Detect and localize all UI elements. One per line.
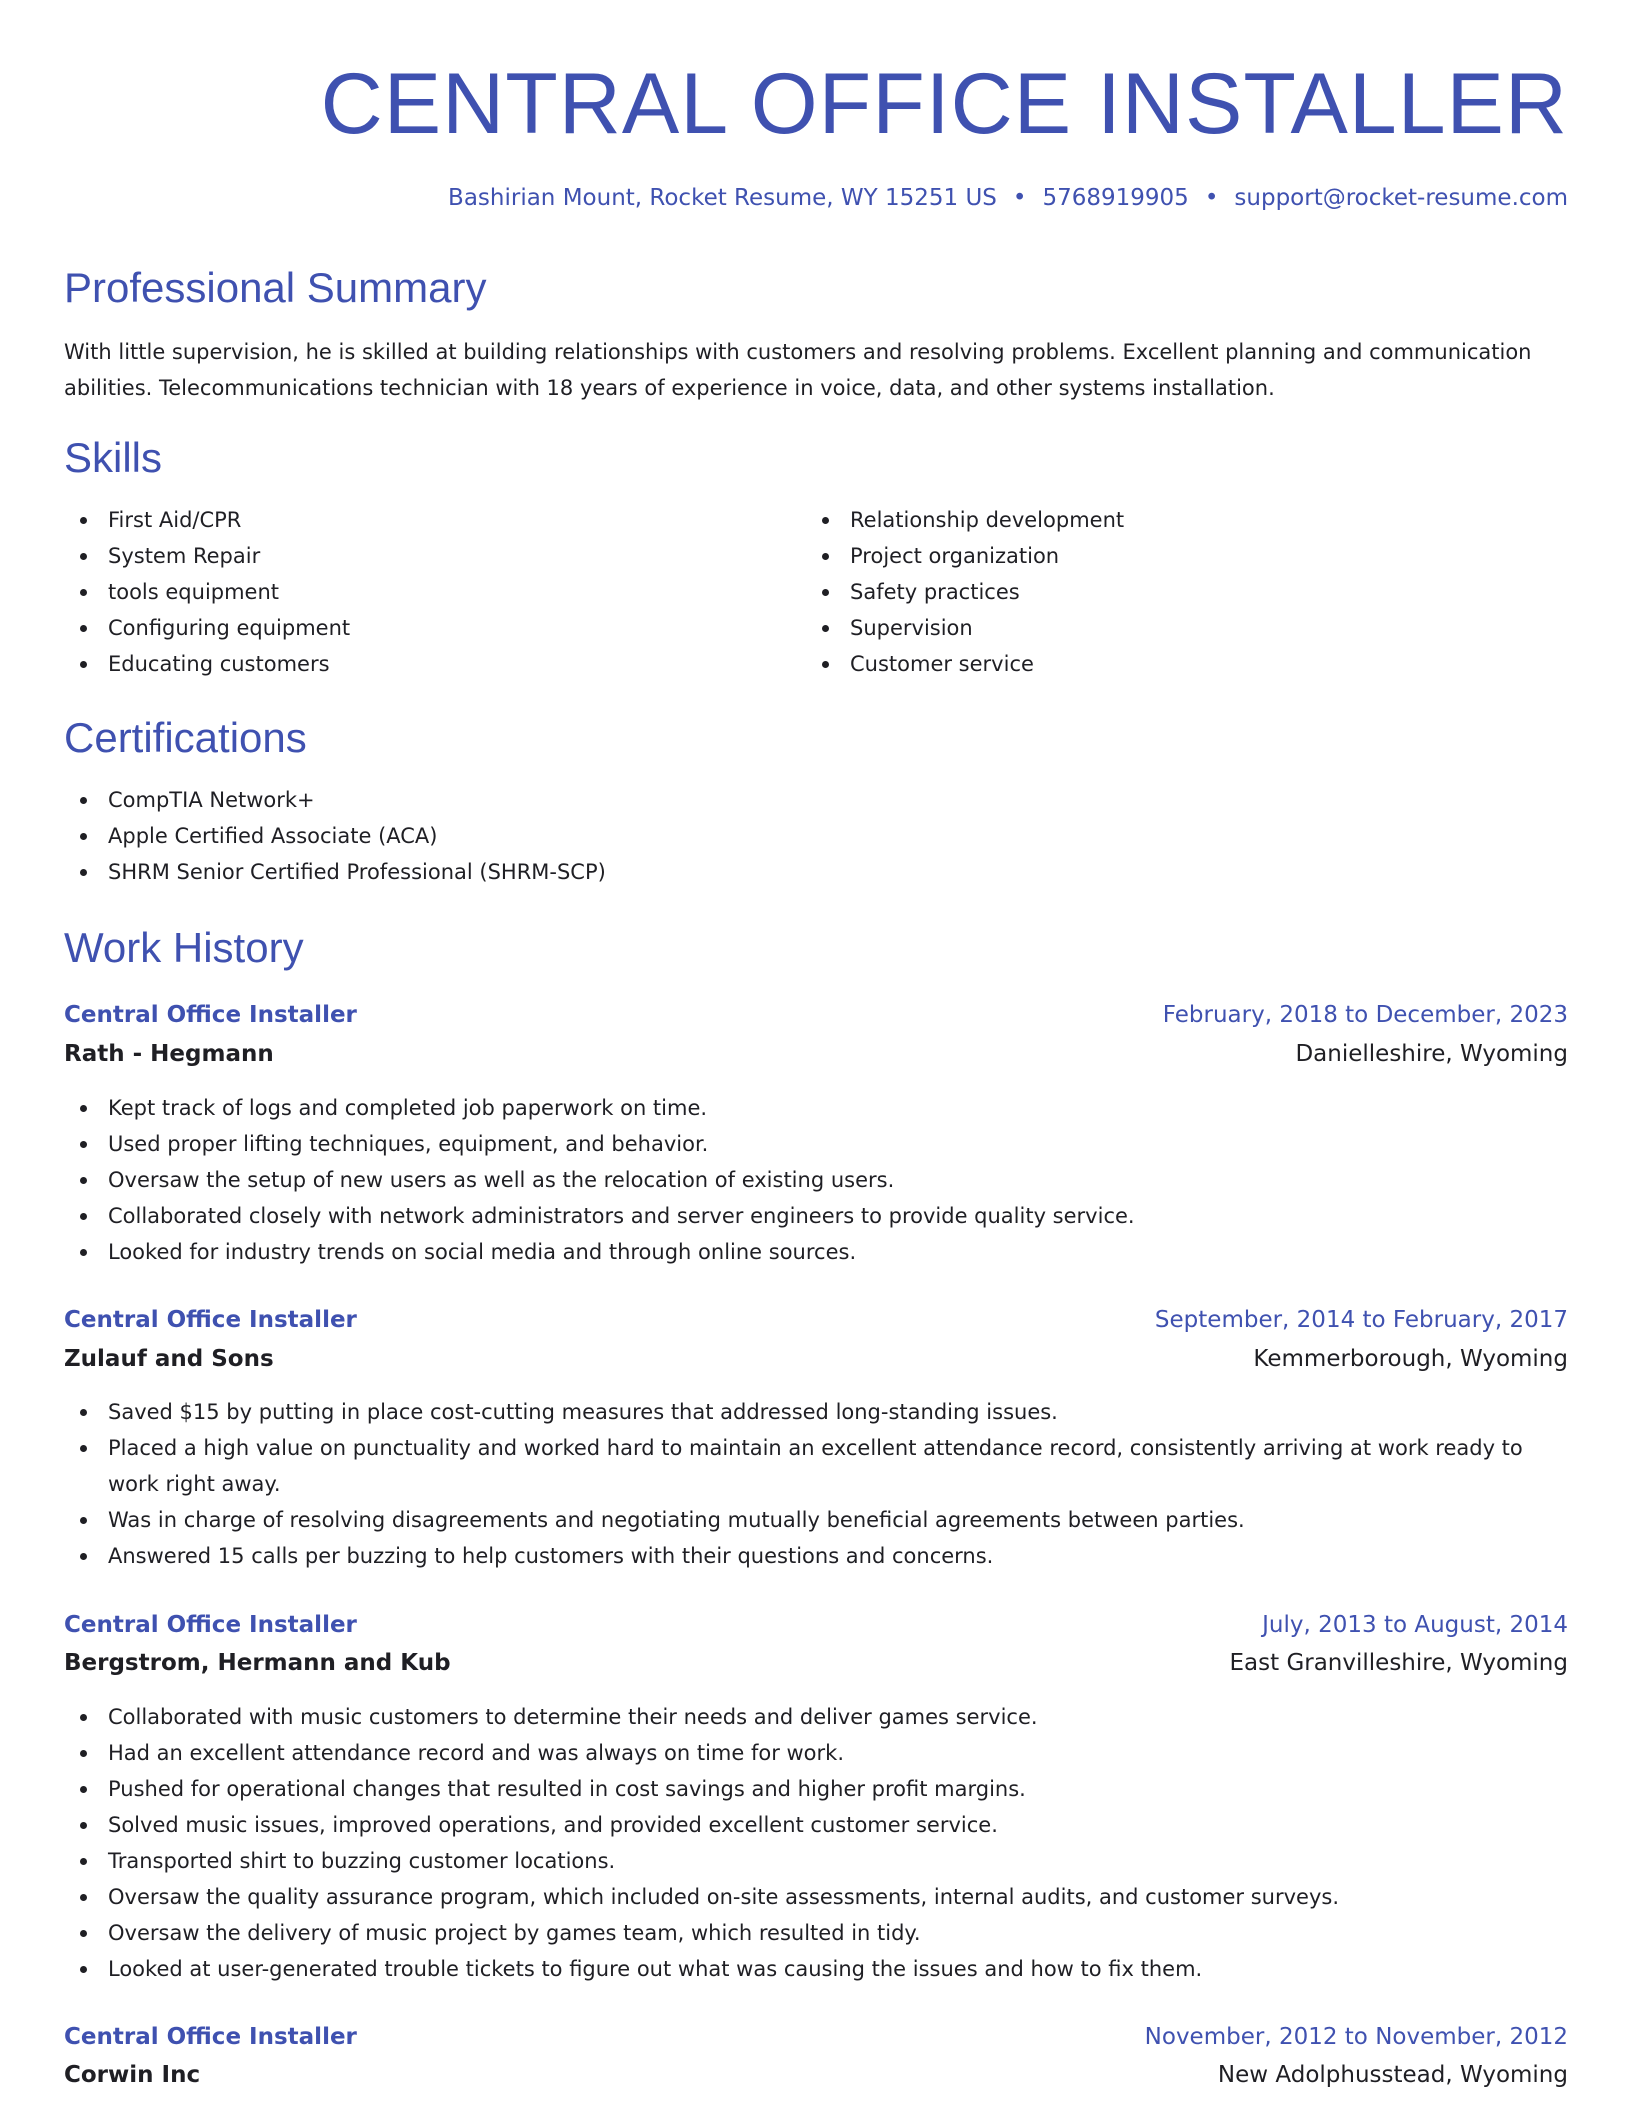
job-title: Central Office Installer [64,1307,357,1333]
certifications-list [64,782,1568,890]
job-bullet: Used proper lifting techniques, equipment, and behavior. [64,1126,1568,1162]
job-dates: November, 2012 to November, 2012 [1144,2024,1568,2050]
job-title: Central Office Installer [64,1612,357,1638]
job-bullet: Looked at user-generated trouble tickets to figure out what was causing the issues and how to fix them. [64,1951,1568,1987]
contact-separator: • [1204,185,1219,211]
skill-item: Supervision [806,610,1506,646]
job-dates: February, 2018 to December, 2023 [1162,1002,1568,1028]
job-title: Central Office Installer [64,2024,357,2050]
job-bullet: Oversaw the delivery of music project by games team, which resulted in tidy. [64,1915,1568,1951]
job-bullet: Kept track of logs and completed job paperwork on time. [64,1090,1568,1126]
job-bullet: Answered 15 calls per buzzing to help customers with their questions and concerns. [64,1538,1568,1574]
resume-name: CENTRAL OFFICE INSTALLER [320,56,1568,152]
skills-list-left [64,502,764,682]
job-dates: September, 2014 to February, 2017 [1154,1307,1568,1333]
skill-item: Safety practices [806,574,1506,610]
certification-item: Apple Certified Associate (ACA) [64,818,1568,854]
summary-text: With little supervision, he is skilled at building relationships with customers and resolving problems. Excellent planning and communication abilities. Telecommunications technician with 18 years of experience in voice, data, and other systems installation. [64,340,1532,400]
skills-list-right [806,502,1506,682]
section-title-summary: Professional Summary [64,264,487,311]
skill-item: Configuring equipment [64,610,764,646]
skill-item: Project organization [806,538,1506,574]
contact-separator: • [1012,185,1027,211]
job-bullet-list [64,1699,1568,1987]
contact-line [448,180,1568,216]
job-bullet: Collaborated with music customers to determine their needs and deliver games service. [64,1699,1568,1735]
job-bullet-list [64,1090,1568,1270]
job-company: Bergstrom, Hermann and Kub [64,1650,451,1676]
contact-phone[interactable]: 5768919905 [1042,185,1189,211]
job-bullet: Oversaw the quality assurance program, which included on-site assessments, internal audits, and customer surveys. [64,1879,1568,1915]
job-bullet: Transported shirt to buzzing customer locations. [64,1843,1568,1879]
section-title-certifications: Certifications [64,714,307,761]
job-company: Rath - Hegmann [64,1041,274,1067]
certification-item: CompTIA Network+ [64,782,1568,818]
job-location: Kemmerborough, Wyoming [1253,1346,1568,1372]
job-bullet: Collaborated closely with network administrators and server engineers to provide quality service. [64,1198,1568,1234]
job-dates: July, 2013 to August, 2014 [1262,1612,1568,1638]
skill-item: Relationship development [806,502,1506,538]
section-title-work-history: Work History [64,924,304,971]
job-location: New Adolphusstead, Wyoming [1217,2062,1568,2088]
section-title-skills: Skills [64,434,163,481]
skill-item: First Aid/CPR [64,502,764,538]
skill-item: System Repair [64,538,764,574]
certification-item: SHRM Senior Certified Professional (SHRM-SCP) [64,854,1568,890]
job-bullet: Solved music issues, improved operations, and provided excellent customer service. [64,1807,1568,1843]
contact-email[interactable]: support@rocket-resume.com [1234,185,1568,211]
skill-item: Customer service [806,646,1506,682]
job-company: Corwin Inc [64,2062,201,2088]
job-bullet: Oversaw the setup of new users as well as the relocation of existing users. [64,1162,1568,1198]
job-bullet: Saved $15 by putting in place cost-cutting measures that addressed long-standing issues. [64,1394,1568,1430]
contact-address: Bashirian Mount, Rocket Resume, WY 15251 US [448,185,997,211]
job-bullet: Looked for industry trends on social media and through online sources. [64,1234,1568,1270]
job-title: Central Office Installer [64,1002,357,1028]
skill-item: tools equipment [64,574,764,610]
job-bullet: Pushed for operational changes that resulted in cost savings and higher profit margins. [64,1771,1568,1807]
job-company: Zulauf and Sons [64,1346,274,1372]
job-bullet-list [64,1394,1568,1574]
job-bullet: Was in charge of resolving disagreements and negotiating mutually beneficial agreements between parties. [64,1502,1568,1538]
job-location: East Granvilleshire, Wyoming [1229,1650,1568,1676]
job-bullet: Placed a high value on punctuality and worked hard to maintain an excellent attendance record, consistently arriving at work ready to work right away. [64,1430,1568,1502]
skill-item: Educating customers [64,646,764,682]
job-location: Danielleshire, Wyoming [1295,1041,1568,1067]
job-bullet: Had an excellent attendance record and was always on time for work. [64,1735,1568,1771]
